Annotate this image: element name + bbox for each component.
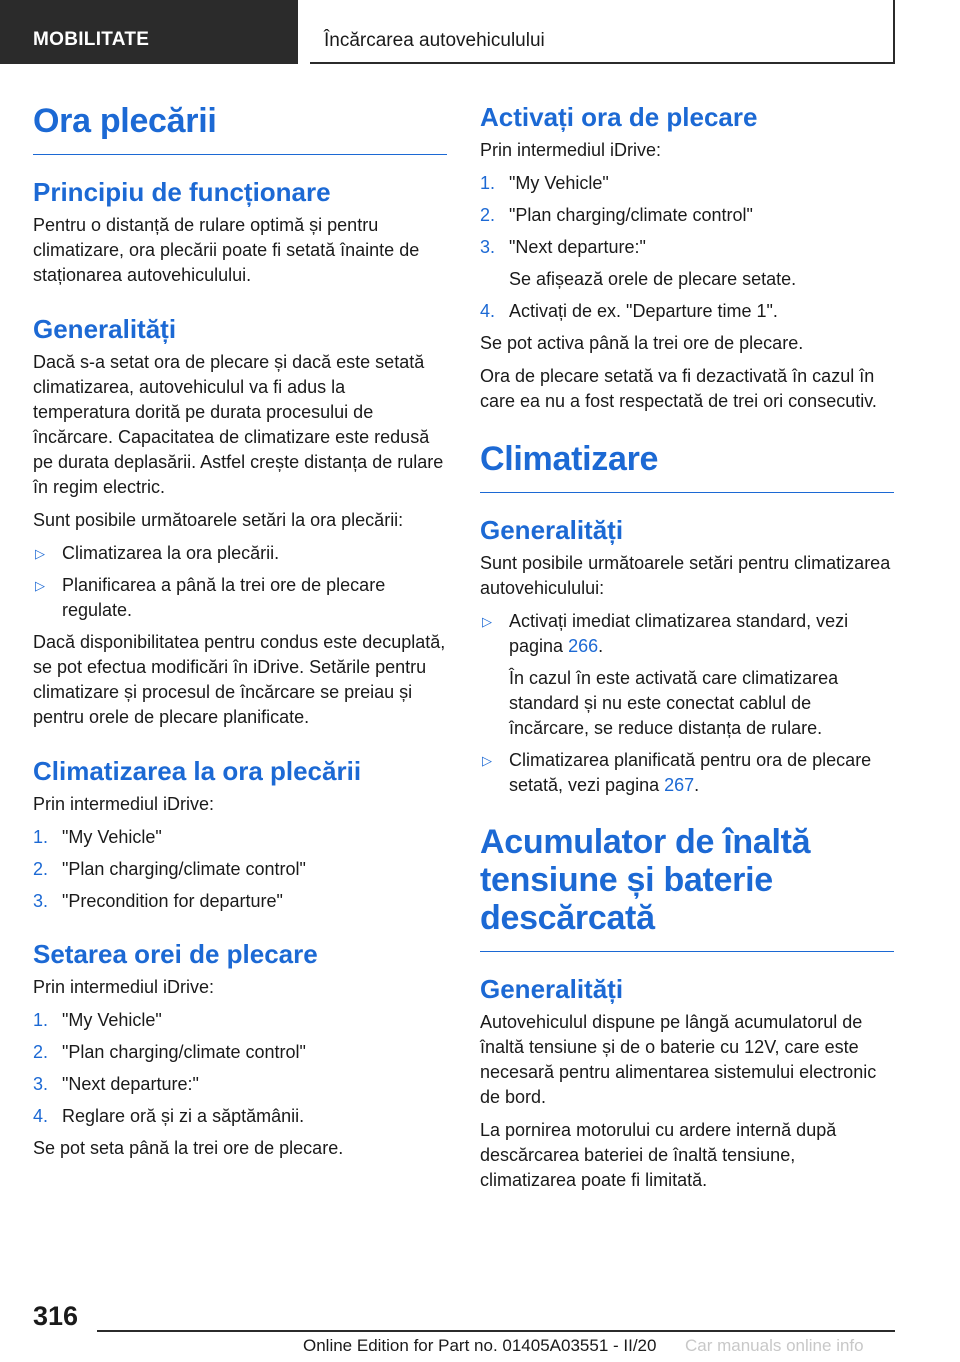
page-link-267[interactable]: 267 [664, 775, 695, 795]
generalitati-text-3: Dacă disponibilitatea pentru condus este decuplată, se pot efectua modificări în iDrive. Setările pentru climatizare și procesul de încărcare se preiau și pentru orele de plecare planificate. [33, 632, 446, 727]
setarea-heading: Setarea orei de plecare [33, 939, 318, 969]
page-number: 316 [33, 1301, 79, 1331]
activati-text-1: Se pot activa până la trei ore de plecare. [480, 333, 804, 353]
list-item: 4. Activați de ex. "Departure time 1". [480, 301, 778, 321]
principiu-text: Pentru o distanță de rulare optimă și pentru climatizare, ora plecării poate fi setată înainte de staționarea autovehiculului. [33, 215, 420, 285]
list-item: ▷ Activați imediat climatizarea standard, vezi pagina 266. În cazul în este activată care climatizarea standard și nu este conectat cablul de încărcare, se reduce distanța de rulare. [482, 611, 849, 738]
climatizarea-steps [33, 825, 447, 914]
list-item: 2. "Plan charging/climate control" [480, 205, 753, 225]
list-item: ▷ Climatizarea la ora plecării. [33, 541, 447, 566]
generalitati-bullets [33, 541, 447, 623]
climatizare-generalitati-heading: Generalități [480, 515, 624, 545]
climatizare-title: Climatizare [480, 440, 894, 493]
list-item: 3. "Next departure:" Se afișează orele de plecare setate. [480, 237, 797, 289]
activati-text-2: Ora de plecare setată va fi dezactivată în cazul în care ea nu a fost respectată de trei ori consecutiv. [480, 366, 877, 411]
list-item: 2. "Plan charging/climate control" [33, 1042, 306, 1062]
climatizare-bullets [480, 609, 894, 798]
activati-steps [480, 171, 894, 324]
header-section-label: MOBILITATE [33, 29, 150, 50]
watermark: Car manuals online info [685, 1336, 864, 1355]
footer-edition: Online Edition for Part no. 01405A03551 - II/20 [303, 1336, 657, 1355]
generalitati-text-2: Sunt posibile următoarele setări la ora plecării: [33, 510, 404, 530]
activati-intro: Prin intermediul iDrive: [480, 140, 662, 160]
acumulator-title: Acumulator de înaltă tensiune și baterie descărcată [480, 823, 894, 952]
list-item: ▷ Planificarea a până la trei ore de plecare regulate. [35, 575, 386, 620]
triangle-bullet-icon: ▷ [35, 546, 45, 561]
triangle-bullet-icon: ▷ [482, 753, 492, 768]
acumulator-text-2: La pornirea motorului cu ardere internă după descărcarea bateriei de înaltă tensiune, climatizarea poate fi limitată. [480, 1120, 837, 1190]
climatizare-text: Sunt posibile următoarele setări pentru climatizarea autovehiculului: [480, 553, 891, 598]
page-title: Ora plecării [33, 102, 447, 155]
generalitati-text-1: Dacă s-a setat ora de plecare și dacă este setată climatizarea, autovehiculul va fi adus la temperatura dorită pe durata procesului de încărcare. Capacitatea de climatizare este redusă pe durata deplasării. Astfel crește distanța de rulare în regim electric. [33, 352, 444, 497]
list-item: 3. "Next departure:" [33, 1074, 199, 1094]
generalitati-heading: Generalități [33, 314, 177, 344]
climatizarea-heading: Climatizarea la ora plecării [33, 756, 362, 786]
page-link-266[interactable]: 266 [568, 636, 599, 656]
footer-divider [97, 1330, 895, 1332]
list-item: 3. "Precondition for departure" [33, 891, 283, 911]
acumulator-generalitati-heading: Generalități [480, 974, 624, 1004]
setarea-outro: Se pot seta până la trei ore de plecare. [33, 1138, 344, 1158]
right-column [480, 102, 894, 1201]
list-item: 1. "My Vehicle" [480, 173, 609, 193]
climatizarea-intro: Prin intermediul iDrive: [33, 794, 215, 814]
list-item: 4. Reglare oră și zi a săptămânii. [33, 1106, 305, 1126]
acumulator-text-1: Autovehiculul dispune pe lângă acumulatorul de înaltă tensiune și de o baterie cu 12V, care este necesară pentru alimentarea sistemului electronic de bord. [480, 1012, 877, 1107]
header-chapter-tab [310, 0, 895, 64]
activati-heading: Activați ora de plecare [480, 102, 758, 132]
list-item: 1. "My Vehicle" [33, 1010, 162, 1030]
setarea-intro: Prin intermediul iDrive: [33, 977, 215, 997]
header-section-tab [0, 0, 298, 64]
setarea-steps [33, 1008, 447, 1129]
triangle-bullet-icon: ▷ [35, 578, 45, 593]
left-column [33, 102, 447, 1169]
triangle-bullet-icon: ▷ [482, 614, 492, 629]
list-item: 2. "Plan charging/climate control" [33, 859, 306, 879]
principiu-heading: Principiu de funcționare [33, 177, 331, 207]
list-item: ▷ Climatizarea planificată pentru ora de plecare setată, vezi pagina 267. [482, 750, 872, 795]
header-chapter-label: Încărcarea autovehiculului [324, 30, 545, 51]
list-item: 1. "My Vehicle" [33, 827, 162, 847]
